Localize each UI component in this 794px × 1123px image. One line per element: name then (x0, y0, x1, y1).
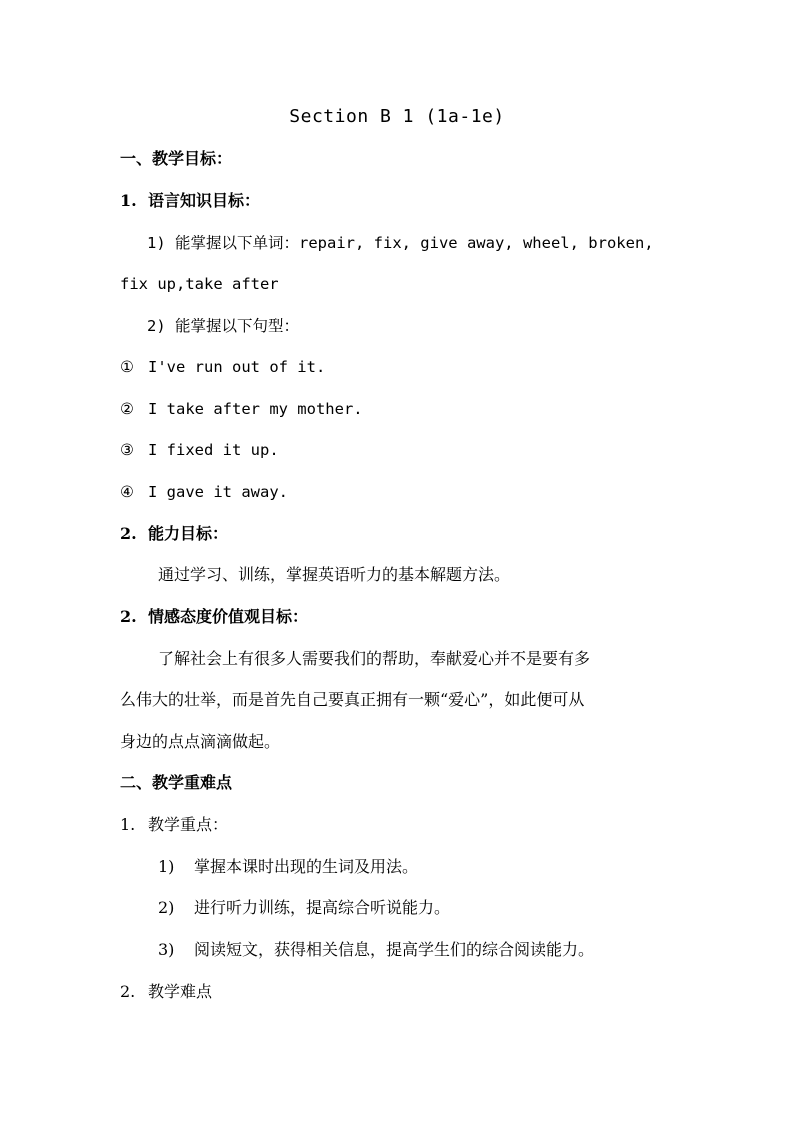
circled-number: ③ (120, 441, 134, 459)
item-text: 阅读短文，获得相关信息，提高学生们的综合阅读能力。 (194, 940, 595, 959)
circled-number: ④ (120, 483, 134, 501)
key-point-item-3 (158, 940, 594, 960)
sentence-text: I gave it away. (148, 483, 288, 501)
subheading-key-points (120, 815, 228, 835)
key-point-item-2 (158, 898, 450, 918)
subheading-label: 能力目标： (148, 524, 229, 543)
section-heading-key-difficult-points: 二、教学重难点 (120, 773, 233, 792)
subheading-number: 2. (120, 607, 137, 626)
subheading-emotion-goals (120, 607, 308, 627)
section-heading-teaching-goals: 一、教学目标： (120, 149, 233, 168)
subheading-label: 教学难点 (148, 982, 213, 1001)
emotion-paragraph-line-2: 么伟大的壮举，而是首先自己要真正拥有一颗“爱心”，如此便可从 (120, 690, 585, 709)
sentence-pattern-3 (120, 440, 279, 460)
subheading-number: 1. (120, 815, 136, 834)
subheading-number: 2. (120, 982, 136, 1001)
subheading-language-goals (120, 191, 260, 211)
subheading-label: 语言知识目标： (148, 191, 261, 210)
subheading-number: 1. (120, 191, 137, 210)
item-number: 2) (158, 898, 175, 917)
item-text: 进行听力训练，提高综合听说能力。 (194, 898, 451, 917)
subheading-number: 2. (120, 524, 137, 543)
emotion-paragraph-line-3: 身边的点点滴滴做起。 (120, 732, 281, 751)
item-number: 1) (158, 857, 175, 876)
patterns-intro: 2) 能掌握以下句型： (147, 317, 299, 335)
sentence-pattern-2 (120, 399, 363, 419)
sentence-text: I fixed it up. (148, 441, 279, 459)
key-point-item-1 (158, 857, 418, 877)
sentence-pattern-4 (120, 482, 288, 502)
circled-number: ① (120, 358, 134, 376)
sentence-pattern-1 (120, 357, 325, 377)
item-text: 掌握本课时出现的生词及用法。 (194, 857, 419, 876)
subheading-label: 教学重点： (148, 815, 229, 834)
subheading-difficult-points (120, 982, 212, 1002)
vocab-line-2: fix up,take after (120, 275, 279, 293)
subheading-ability-goals (120, 524, 228, 544)
subheading-label: 情感态度价值观目标： (148, 607, 309, 626)
emotion-paragraph-line-1: 了解社会上有很多人需要我们的帮助，奉献爱心并不是要有多 (158, 649, 591, 668)
sentence-text: I've run out of it. (148, 358, 326, 376)
vocab-line-1: 1) 能掌握以下单词：repair, fix, give away, wheel, broken, (147, 234, 654, 252)
item-number: 3) (158, 940, 175, 959)
document-title: Section B 1 (1a-1e) (289, 106, 505, 127)
circled-number: ② (120, 400, 134, 418)
ability-text: 通过学习、训练，掌握英语听力的基本解题方法。 (158, 565, 511, 584)
sentence-text: I take after my mother. (148, 400, 363, 418)
